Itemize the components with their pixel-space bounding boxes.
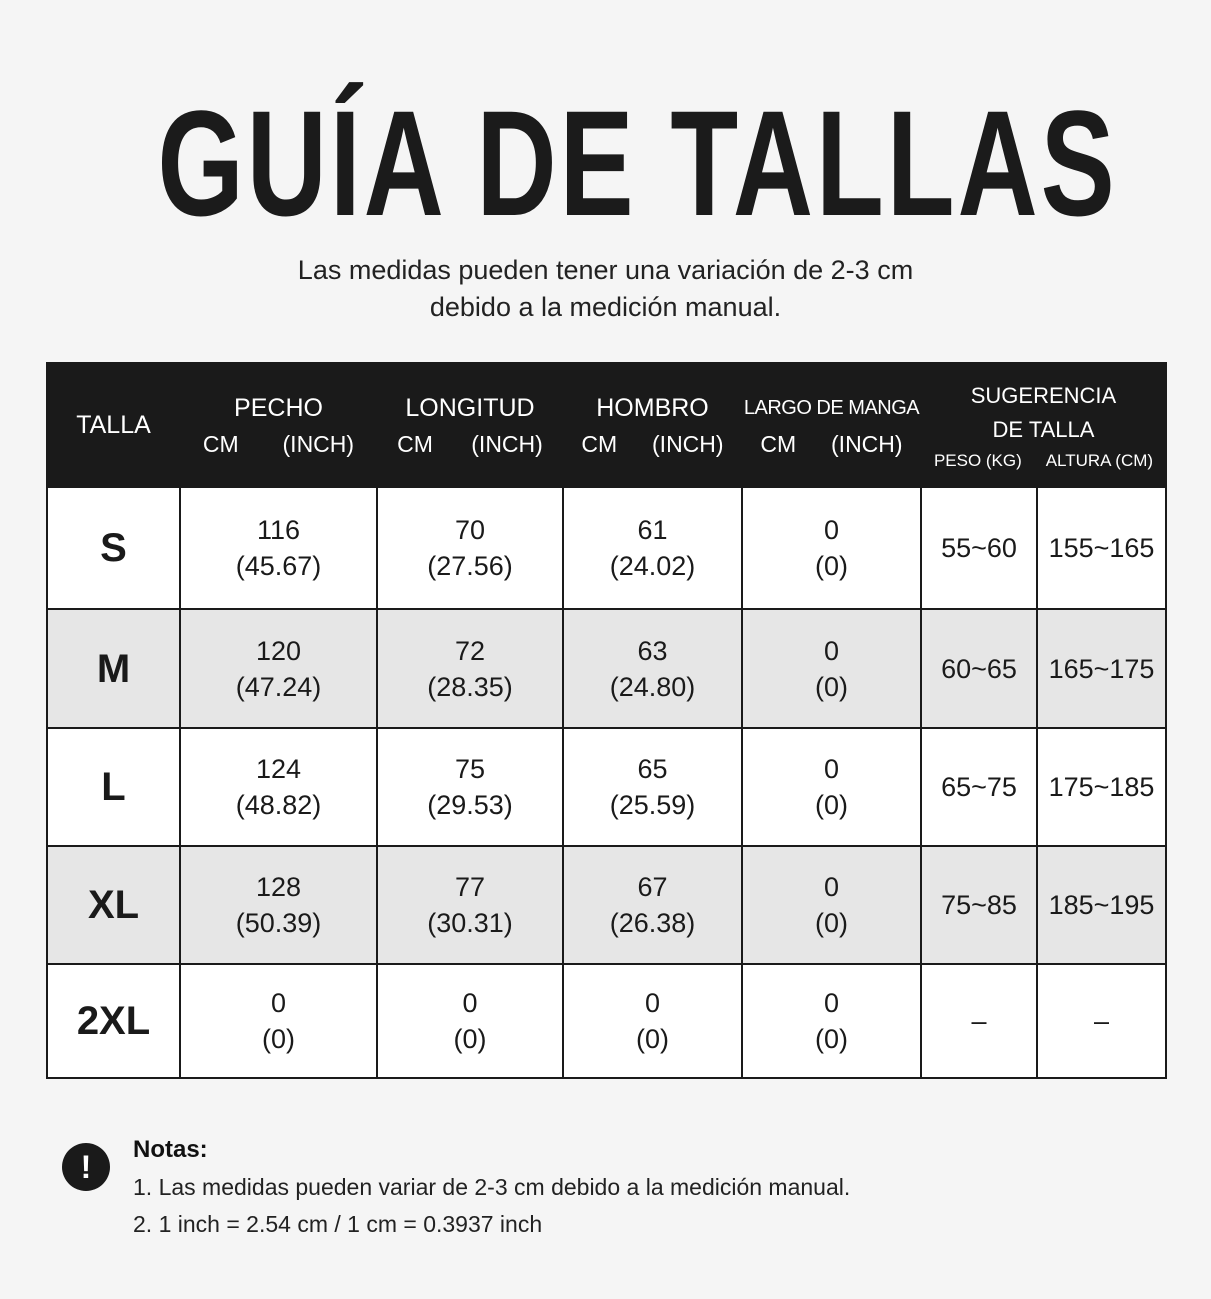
peso-cell: –: [921, 964, 1037, 1078]
pecho-inch: (0): [262, 1024, 295, 1054]
header-longitud-cm: CM: [397, 430, 433, 457]
manga-cm: 0: [823, 754, 840, 784]
pecho-cm: 120: [255, 635, 302, 666]
peso-cell: 60~65: [921, 609, 1037, 728]
manga-cm: 0: [823, 988, 840, 1018]
header-sugerencia: [921, 363, 1166, 487]
hombro-cm: 65: [637, 754, 668, 784]
longitud-cm: 72: [454, 635, 486, 666]
longitud-cell: [377, 846, 563, 964]
subtitle: [0, 252, 1211, 326]
exclamation-icon: !: [62, 1143, 110, 1191]
pecho-inch: (48.82): [235, 790, 322, 820]
pecho-inch: (47.24): [235, 671, 322, 702]
longitud-inch: (29.53): [427, 790, 513, 820]
subtitle-line-1: Las medidas pueden tener una variación de 2-3 cm: [297, 255, 914, 285]
manga-cm: 0: [823, 515, 840, 545]
pecho-cm: 128: [255, 872, 302, 902]
longitud-cell: [377, 964, 563, 1078]
header-largo-manga-label: LARGO DE MANGA: [743, 396, 920, 419]
manga-cm: 0: [823, 635, 840, 666]
header-pecho-cm: CM: [202, 430, 239, 457]
longitud-inch: (30.31): [427, 908, 513, 938]
hombro-cm: 63: [637, 635, 668, 666]
header-longitud-inch: (INCH): [471, 430, 543, 457]
header-hombro-label: HOMBRO: [596, 393, 709, 422]
manga-cell: [742, 728, 921, 846]
pecho-cell: [180, 728, 377, 846]
note-item-2: 2. 1 inch = 2.54 cm / 1 cm = 0.3937 inch: [133, 1211, 543, 1237]
manga-cell: [742, 846, 921, 964]
hombro-cell: [563, 728, 742, 846]
header-manga-cm: CM: [760, 430, 797, 457]
header-hombro: [563, 363, 742, 487]
altura-cell: –: [1037, 964, 1166, 1078]
header-longitud-label: LONGITUD: [405, 393, 535, 422]
hombro-inch: (0): [636, 1024, 669, 1054]
table-row: [47, 728, 1166, 846]
peso-cell: 65~75: [921, 728, 1037, 846]
altura-cell: 165~175: [1037, 609, 1166, 728]
header-longitud: [377, 363, 563, 487]
hombro-cm: 61: [637, 515, 668, 545]
hombro-inch: (24.80): [609, 671, 696, 702]
hombro-cm: 0: [644, 988, 661, 1018]
size-cell: XL: [47, 846, 180, 964]
hombro-cell: [563, 964, 742, 1078]
pecho-cell: [180, 487, 377, 609]
peso-cell: 75~85: [921, 846, 1037, 964]
header-pecho: [180, 363, 377, 487]
pecho-inch: (45.67): [235, 551, 322, 581]
header-talla: [47, 363, 180, 487]
notes-title: Notas:: [133, 1136, 208, 1163]
manga-cell: [742, 609, 921, 728]
subtitle-line-2: debido a la medición manual.: [429, 292, 782, 322]
header-pecho-label: PECHO: [234, 393, 323, 422]
table-row: [47, 487, 1166, 609]
header-talla-label: TALLA: [76, 410, 151, 439]
hombro-cell: [563, 609, 742, 728]
manga-cell: [742, 964, 921, 1078]
header-sugerencia-line1: SUGERENCIA: [970, 383, 1117, 408]
pecho-cm: 116: [256, 515, 301, 545]
size-cell: 2XL: [47, 964, 180, 1078]
pecho-cm: 124: [255, 754, 302, 784]
longitud-cm: 70: [454, 515, 486, 545]
size-cell: S: [47, 487, 180, 609]
longitud-cell: [377, 728, 563, 846]
header-largo-manga: [742, 363, 921, 487]
manga-inch: (0): [815, 671, 848, 702]
note-item-1: 1. Las medidas pueden variar de 2-3 cm debido a la medición manual.: [133, 1174, 851, 1200]
table-row: [47, 846, 1166, 964]
manga-cm: 0: [823, 872, 840, 902]
page-title: GUÍA DE TALLAS: [157, 79, 1118, 247]
pecho-cm: 0: [270, 988, 287, 1018]
longitud-cm: 0: [462, 988, 478, 1018]
hombro-inch: (25.59): [609, 790, 696, 820]
longitud-cm: 77: [454, 872, 486, 902]
altura-cell: 185~195: [1037, 846, 1166, 964]
header-hombro-inch: (INCH): [652, 430, 724, 457]
longitud-cell: [377, 609, 563, 728]
hombro-cell: [563, 487, 742, 609]
header-altura: ALTURA (CM): [1045, 451, 1154, 470]
size-table: [46, 362, 1167, 1079]
header-hombro-cm: CM: [581, 430, 618, 457]
manga-cell: [742, 487, 921, 609]
pecho-inch: (50.39): [235, 908, 322, 938]
pecho-cell: [180, 846, 377, 964]
longitud-cm: 75: [454, 754, 486, 784]
table-row: [47, 964, 1166, 1078]
table-row: [47, 609, 1166, 728]
pecho-cell: [180, 964, 377, 1078]
longitud-cell: [377, 487, 563, 609]
manga-inch: (0): [815, 551, 848, 581]
hombro-cell: [563, 846, 742, 964]
altura-cell: 155~165: [1037, 487, 1166, 609]
manga-inch: (0): [815, 908, 848, 938]
pecho-cell: [180, 609, 377, 728]
header-pecho-inch: (INCH): [282, 430, 355, 457]
header-sugerencia-line2: DE TALLA: [992, 417, 1095, 442]
peso-cell: 55~60: [921, 487, 1037, 609]
size-cell: M: [47, 609, 180, 728]
table-header-row: [47, 363, 1166, 487]
manga-inch: (0): [815, 1024, 848, 1054]
hombro-inch: (26.38): [609, 908, 696, 938]
size-cell: L: [47, 728, 180, 846]
longitud-inch: (28.35): [427, 671, 513, 702]
longitud-inch: (27.56): [427, 551, 513, 581]
hombro-cm: 67: [637, 872, 668, 902]
hombro-inch: (24.02): [609, 551, 696, 581]
longitud-inch: (0): [453, 1024, 487, 1054]
manga-inch: (0): [815, 790, 848, 820]
altura-cell: 175~185: [1037, 728, 1166, 846]
header-manga-inch: (INCH): [831, 430, 903, 457]
header-peso: PESO (KG): [933, 451, 1022, 470]
